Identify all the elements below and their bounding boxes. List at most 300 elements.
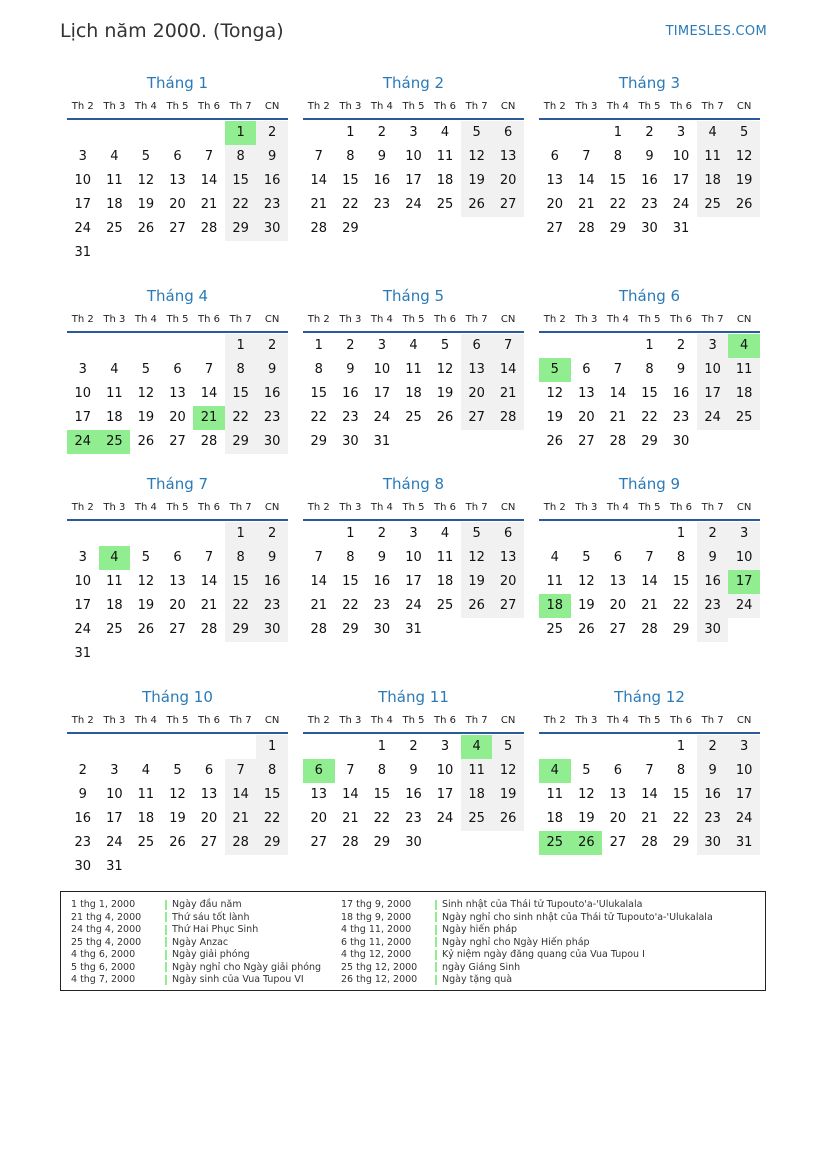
day-cell: 9 — [256, 145, 288, 169]
holiday-day-cell: 5 — [539, 358, 571, 382]
day-cell: 25 — [546, 622, 564, 637]
day-cell: 1 — [256, 735, 288, 759]
holiday-name: Ngày nghỉ cho sinh nhật của Thái tử Tupouto'a-'Ulukalala — [442, 911, 713, 923]
weekday-label: Th 6 — [670, 715, 693, 726]
day-cell: 11 — [697, 145, 729, 169]
holiday-date: 4 thg 7, 2000 — [71, 974, 136, 985]
day-cell: 29 — [672, 835, 690, 850]
empty-cell — [303, 735, 335, 759]
legend-row — [341, 974, 713, 987]
empty-cell — [193, 334, 225, 358]
day-cell: 31 — [405, 622, 422, 637]
day-cell: 1 — [346, 526, 355, 541]
day-cell: 17 — [74, 598, 92, 613]
day-cell: 22 — [310, 410, 328, 425]
day-cell: 4 — [110, 149, 119, 164]
holiday-date: 24 thg 4, 2000 — [71, 924, 142, 935]
day-cell: 17 — [106, 811, 123, 826]
day-cell: 14 — [200, 173, 218, 188]
day-cell: 29 — [672, 622, 690, 637]
month-block — [303, 473, 524, 642]
holiday-marker — [435, 975, 437, 985]
day-cell: 29 — [225, 430, 257, 454]
day-cell: 11 — [436, 550, 454, 565]
day-cell: 18 — [106, 598, 123, 613]
weekday-label: Th 3 — [339, 101, 362, 112]
day-cell: 17 — [74, 197, 92, 212]
holiday-marker — [165, 975, 167, 985]
day-cell: 24 — [672, 197, 690, 212]
weekday-label: Th 5 — [402, 715, 425, 726]
month-name: Tháng 5 — [382, 287, 445, 305]
day-cell: 24 — [728, 807, 760, 831]
day-cell: 16 — [342, 386, 359, 401]
day-cell: 1 — [314, 338, 323, 353]
empty-cell — [130, 522, 162, 546]
day-cell: 19 — [461, 570, 493, 594]
day-cell: 20 — [578, 410, 595, 425]
empty-cell — [571, 735, 603, 759]
day-cell: 8 — [676, 763, 686, 778]
weekday-label: Th 5 — [166, 715, 189, 726]
day-cell: 5 — [173, 763, 182, 778]
day-cell: 19 — [169, 811, 186, 826]
day-cell: 15 — [225, 169, 257, 193]
day-cell: 4 — [141, 763, 151, 778]
weekday-label: Th 5 — [166, 502, 189, 513]
day-cell: 27 — [578, 434, 595, 449]
day-cell: 14 — [310, 574, 328, 589]
month-block — [539, 686, 760, 855]
weekday-label: CN — [500, 314, 516, 325]
day-cell: 30 — [373, 622, 391, 637]
day-cell: 9 — [377, 149, 387, 164]
day-grid — [67, 735, 288, 879]
day-cell: 10 — [405, 550, 422, 565]
weekday-label: Th 3 — [575, 101, 598, 112]
empty-cell — [225, 735, 257, 759]
day-cell: 6 — [173, 149, 182, 164]
day-cell: 8 — [645, 362, 654, 377]
weekday-label: Th 4 — [606, 502, 629, 513]
day-cell: 29 — [373, 835, 391, 850]
day-cell: 8 — [225, 145, 257, 169]
day-cell: 20 — [492, 570, 524, 594]
empty-cell — [303, 522, 335, 546]
day-cell: 24 — [405, 197, 422, 212]
weekday-label: Th 6 — [670, 502, 693, 513]
day-cell: 15 — [256, 783, 288, 807]
page-title: Lịch năm 2000. (Tonga) — [60, 20, 284, 42]
empty-cell — [193, 735, 225, 759]
day-cell: 15 — [373, 787, 391, 802]
holiday-name: Ngày hiến pháp — [442, 924, 518, 935]
weekday-label: Th 6 — [198, 314, 221, 325]
holiday-date: 21 thg 4, 2000 — [71, 911, 142, 923]
weekday-label: Th 6 — [434, 715, 457, 726]
day-cell: 13 — [609, 574, 627, 589]
day-cell: 12 — [728, 145, 760, 169]
empty-cell — [67, 522, 99, 546]
day-cell: 29 — [641, 434, 658, 449]
day-cell: 21 — [641, 598, 658, 613]
day-cell: 11 — [405, 362, 422, 377]
day-cell: 20 — [546, 197, 564, 212]
day-cell: 16 — [256, 169, 288, 193]
day-cell: 5 — [582, 763, 591, 778]
day-cell: 15 — [342, 574, 359, 589]
day-cell: 19 — [137, 410, 155, 425]
day-cell: 17 — [405, 173, 422, 188]
weekday-label: Th 7 — [465, 502, 488, 513]
day-cell: 9 — [346, 362, 355, 377]
day-cell: 9 — [256, 546, 288, 570]
legend-row — [341, 912, 713, 925]
legend-row — [341, 962, 713, 975]
day-cell: 27 — [200, 835, 218, 850]
empty-cell — [162, 121, 194, 145]
day-cell: 28 — [310, 622, 328, 637]
day-cell: 28 — [641, 622, 658, 637]
day-cell: 10 — [106, 787, 123, 802]
weekday-label: Th 4 — [134, 715, 157, 726]
day-cell: 7 — [645, 763, 654, 778]
holiday-name: Kỷ niệm ngày đăng quang của Vua Tupou I — [442, 949, 645, 960]
holiday-name: Ngày sinh của Vua Tupou VI — [172, 974, 304, 985]
day-cell: 9 — [645, 149, 654, 164]
brand-link[interactable]: TIMESLES.COM — [665, 24, 767, 39]
day-cell: 28 — [200, 622, 218, 637]
day-cell: 13 — [492, 546, 524, 570]
day-cell: 3 — [409, 125, 418, 140]
empty-cell — [571, 522, 603, 546]
holiday-name: Ngày đầu năm — [172, 899, 242, 910]
day-cell: 12 — [436, 362, 454, 377]
day-cell: 7 — [346, 763, 355, 778]
weekday-label: Th 2 — [543, 502, 566, 513]
holiday-date: 25 thg 12, 2000 — [341, 961, 418, 973]
weekday-label: Th 5 — [638, 101, 661, 112]
holiday-marker — [435, 900, 437, 910]
holiday-day-cell: 17 — [728, 570, 760, 594]
weekday-label: Th 2 — [307, 502, 330, 513]
day-cell: 28 — [200, 221, 218, 236]
legend-row — [341, 899, 713, 912]
day-cell: 6 — [204, 763, 214, 778]
weekday-label: CN — [500, 502, 516, 513]
holiday-date: 1 thg 1, 2000 — [71, 899, 136, 910]
day-cell: 3 — [676, 125, 686, 140]
day-cell: 6 — [492, 522, 524, 546]
day-cell: 13 — [310, 787, 328, 802]
day-cell: 6 — [613, 763, 623, 778]
day-cell: 9 — [409, 763, 418, 778]
holiday-name: Ngày nghỉ cho Ngày giải phóng — [172, 961, 322, 973]
month-block — [67, 473, 288, 666]
day-cell: 19 — [578, 598, 595, 613]
holiday-day-cell: 18 — [539, 594, 571, 618]
holiday-legend — [60, 891, 766, 991]
weekday-label: Th 4 — [606, 101, 629, 112]
weekday-label: Th 5 — [402, 101, 425, 112]
weekday-label: Th 5 — [402, 314, 425, 325]
weekday-label: Th 7 — [229, 502, 252, 513]
holiday-day-cell: 24 — [67, 430, 99, 454]
holiday-name: ngày Giáng Sinh — [442, 961, 521, 973]
day-cell: 30 — [672, 434, 690, 449]
day-cell: 26 — [137, 221, 155, 236]
day-cell: 31 — [672, 221, 690, 236]
day-cell: 13 — [200, 787, 218, 802]
legend-column-left — [71, 899, 321, 987]
day-cell: 25 — [436, 598, 454, 613]
day-cell: 12 — [137, 386, 155, 401]
weekday-label: Th 3 — [339, 314, 362, 325]
day-cell: 30 — [256, 217, 288, 241]
day-cell: 22 — [225, 406, 257, 430]
month-block — [303, 285, 524, 454]
day-cell: 29 — [342, 221, 359, 236]
weekday-label: Th 5 — [638, 715, 661, 726]
day-cell: 16 — [405, 787, 422, 802]
day-cell: 23 — [373, 598, 391, 613]
weekday-header — [67, 710, 288, 734]
day-cell: 29 — [342, 622, 359, 637]
day-cell: 2 — [78, 763, 87, 778]
day-cell: 9 — [78, 787, 87, 802]
holiday-day-cell: 25 — [99, 430, 131, 454]
day-grid — [303, 735, 524, 855]
day-cell: 11 — [728, 358, 760, 382]
day-cell: 3 — [728, 522, 760, 546]
day-cell: 3 — [728, 735, 760, 759]
day-cell: 5 — [492, 735, 524, 759]
day-cell: 31 — [106, 859, 123, 874]
day-cell: 29 — [225, 217, 257, 241]
day-cell: 21 — [310, 598, 328, 613]
day-cell: 11 — [106, 173, 123, 188]
empty-cell — [539, 735, 571, 759]
day-cell: 27 — [609, 622, 627, 637]
day-cell: 19 — [728, 169, 760, 193]
day-cell: 10 — [728, 759, 760, 783]
day-cell: 7 — [204, 362, 214, 377]
month-name: Tháng 6 — [618, 287, 681, 305]
holiday-name: Ngày giải phóng — [172, 949, 250, 960]
weekday-label: Th 3 — [103, 715, 126, 726]
day-cell: 30 — [697, 618, 729, 642]
holiday-marker — [165, 937, 167, 947]
legend-column-right — [341, 899, 713, 987]
day-cell: 30 — [405, 835, 422, 850]
legend-row — [71, 937, 321, 950]
weekday-header — [303, 309, 524, 333]
weekday-label: Th 6 — [434, 101, 457, 112]
day-cell: 17 — [373, 386, 391, 401]
weekday-label: Th 4 — [606, 715, 629, 726]
day-cell: 16 — [256, 570, 288, 594]
day-cell: 30 — [697, 831, 729, 855]
day-cell: 31 — [74, 646, 92, 661]
empty-cell — [99, 735, 131, 759]
empty-cell — [571, 334, 603, 358]
day-cell: 16 — [641, 173, 658, 188]
empty-cell — [303, 121, 335, 145]
day-cell: 23 — [256, 406, 288, 430]
day-cell: 25 — [405, 410, 422, 425]
day-cell: 27 — [169, 622, 186, 637]
holiday-marker — [435, 912, 437, 922]
legend-row — [71, 974, 321, 987]
day-cell: 11 — [461, 759, 493, 783]
weekday-label: CN — [264, 101, 280, 112]
day-cell: 13 — [169, 386, 186, 401]
weekday-label: Th 2 — [307, 101, 330, 112]
day-cell: 23 — [672, 410, 690, 425]
weekday-label: Th 7 — [465, 314, 488, 325]
day-cell: 23 — [256, 594, 288, 618]
day-cell: 26 — [578, 622, 595, 637]
holiday-marker — [165, 900, 167, 910]
day-cell: 13 — [546, 173, 564, 188]
day-cell: 2 — [676, 338, 686, 353]
empty-cell — [67, 121, 99, 145]
day-cell: 13 — [461, 358, 493, 382]
day-cell: 16 — [697, 570, 729, 594]
day-cell: 30 — [342, 434, 359, 449]
day-cell: 26 — [728, 193, 760, 217]
day-cell: 9 — [697, 759, 729, 783]
holiday-name: Ngày Anzac — [172, 936, 229, 948]
day-cell: 16 — [672, 386, 690, 401]
day-cell: 18 — [436, 574, 454, 589]
day-cell: 7 — [225, 759, 257, 783]
day-cell: 6 — [550, 149, 559, 164]
day-cell: 5 — [461, 522, 493, 546]
day-cell: 24 — [436, 811, 454, 826]
day-cell: 13 — [169, 574, 186, 589]
weekday-label: Th 7 — [229, 715, 252, 726]
day-cell: 28 — [200, 434, 218, 449]
day-cell: 18 — [106, 197, 123, 212]
day-cell: 4 — [440, 526, 450, 541]
day-cell: 2 — [256, 334, 288, 358]
day-cell: 5 — [461, 121, 493, 145]
holiday-name: Thứ sáu tốt lành — [172, 911, 250, 923]
day-cell: 18 — [697, 169, 729, 193]
day-cell: 5 — [141, 362, 151, 377]
holiday-name: Thứ Hai Phục Sinh — [172, 924, 259, 935]
weekday-label: Th 5 — [638, 502, 661, 513]
weekday-label: CN — [264, 502, 280, 513]
holiday-date: 4 thg 11, 2000 — [341, 924, 412, 935]
month-block — [303, 686, 524, 855]
day-cell: 3 — [697, 334, 729, 358]
day-cell: 2 — [697, 522, 729, 546]
day-cell: 17 — [672, 173, 690, 188]
weekday-label: Th 7 — [701, 314, 724, 325]
day-cell: 15 — [310, 386, 328, 401]
holiday-day-cell: 4 — [461, 735, 493, 759]
day-cell: 18 — [405, 386, 422, 401]
day-cell: 1 — [676, 526, 686, 541]
day-cell: 17 — [728, 783, 760, 807]
legend-row — [71, 949, 321, 962]
day-grid — [539, 121, 760, 241]
day-cell: 12 — [169, 787, 186, 802]
day-cell: 31 — [74, 245, 92, 260]
legend-row — [71, 899, 321, 912]
day-cell: 27 — [461, 406, 493, 430]
weekday-label: Th 3 — [575, 502, 598, 513]
empty-cell — [162, 735, 194, 759]
day-cell: 2 — [377, 125, 387, 140]
day-cell: 18 — [436, 173, 454, 188]
day-cell: 30 — [74, 859, 92, 874]
day-cell: 27 — [609, 835, 627, 850]
day-cell: 17 — [697, 382, 729, 406]
weekday-label: Th 3 — [339, 715, 362, 726]
holiday-marker — [435, 925, 437, 935]
day-grid — [539, 735, 760, 855]
weekday-header — [303, 96, 524, 120]
day-cell: 3 — [409, 526, 418, 541]
day-cell: 14 — [492, 358, 524, 382]
empty-cell — [335, 735, 367, 759]
day-cell: 14 — [310, 173, 328, 188]
weekday-label: Th 4 — [134, 314, 157, 325]
month-name: Tháng 10 — [142, 688, 213, 706]
weekday-label: Th 2 — [307, 715, 330, 726]
weekday-label: CN — [264, 314, 280, 325]
holiday-marker — [165, 962, 167, 972]
weekday-label: CN — [736, 715, 752, 726]
holiday-date: 26 thg 12, 2000 — [341, 974, 418, 985]
holiday-date: 17 thg 9, 2000 — [341, 899, 412, 910]
month-name: Tháng 7 — [146, 475, 209, 493]
weekday-label: Th 3 — [575, 715, 598, 726]
weekday-header — [539, 309, 760, 333]
day-cell: 27 — [169, 434, 186, 449]
day-cell: 31 — [373, 434, 391, 449]
weekday-label: Th 2 — [71, 715, 94, 726]
holiday-name: Ngày tặng quà — [442, 974, 513, 985]
month-block — [539, 285, 760, 454]
day-cell: 20 — [169, 410, 186, 425]
day-cell: 25 — [728, 406, 760, 430]
day-grid — [539, 334, 760, 454]
holiday-name: Sinh nhật của Thái tử Tupouto'a-'Ulukalala — [442, 899, 643, 910]
empty-cell — [99, 522, 131, 546]
day-cell: 13 — [609, 787, 627, 802]
day-cell: 23 — [342, 410, 359, 425]
legend-row — [341, 924, 713, 937]
day-cell: 24 — [106, 835, 123, 850]
day-cell: 7 — [314, 550, 323, 565]
holiday-marker — [435, 962, 437, 972]
day-cell: 25 — [461, 807, 493, 831]
day-cell: 10 — [74, 574, 92, 589]
day-cell: 3 — [78, 362, 87, 377]
day-cell: 28 — [578, 221, 595, 236]
day-cell: 22 — [342, 598, 359, 613]
weekday-label: Th 7 — [229, 314, 252, 325]
day-cell: 28 — [641, 835, 658, 850]
day-cell: 21 — [200, 197, 218, 212]
empty-cell — [162, 334, 194, 358]
day-cell: 7 — [582, 149, 591, 164]
weekday-label: Th 7 — [465, 715, 488, 726]
